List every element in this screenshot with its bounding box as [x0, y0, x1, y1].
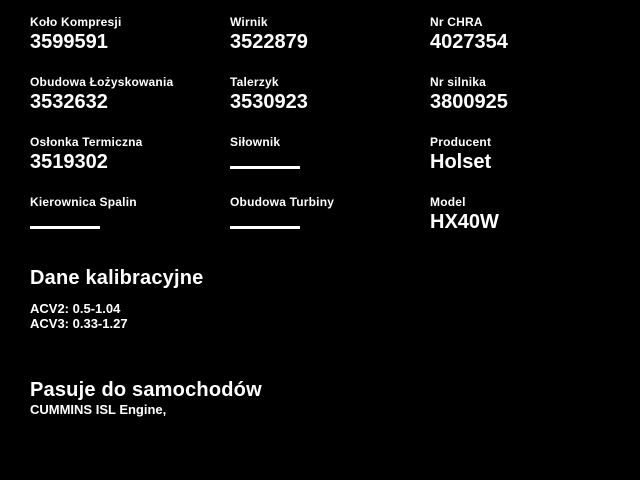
part-label: Model: [430, 195, 466, 209]
missing-value-dash: [30, 226, 100, 229]
part-cell: [230, 12, 430, 72]
part-cell: [30, 12, 230, 72]
part-label: Obudowa Turbiny: [230, 195, 335, 209]
missing-value-dash: [230, 226, 300, 229]
part-label: Kierownica Spalin: [30, 195, 137, 209]
compatibility-title: Pasuje do samochodów: [30, 379, 262, 401]
part-value: 3532632: [30, 91, 108, 113]
part-cell: [430, 72, 630, 132]
part-label: Producent: [430, 135, 492, 149]
missing-value-dash: [230, 166, 300, 169]
part-value: 4027354: [430, 31, 508, 53]
part-label: Osłonka Termiczna: [30, 135, 143, 149]
part-cell: [430, 192, 630, 252]
calibration-lines: [30, 301, 204, 331]
part-label: Wirnik: [230, 15, 268, 29]
part-label: Talerzyk: [230, 75, 279, 89]
part-cell: [230, 132, 430, 192]
part-label: Obudowa Łożyskowania: [30, 75, 174, 89]
compatibility-text: CUMMINS ISL Engine,: [30, 402, 167, 417]
part-value: 3800925: [430, 91, 508, 113]
parts-grid: [30, 12, 630, 252]
calibration-section: [30, 266, 204, 331]
part-cell: [430, 12, 630, 72]
part-value: 3530923: [230, 91, 308, 113]
part-value: HX40W: [430, 211, 499, 233]
part-value: 3522879: [230, 31, 308, 53]
part-label: Koło Kompresji: [30, 15, 122, 29]
calibration-line: ACV3: 0.33-1.27: [30, 316, 128, 331]
part-cell: [30, 192, 230, 252]
part-cell: [30, 132, 230, 192]
part-cell: [30, 72, 230, 132]
part-value: 3519302: [30, 151, 108, 173]
part-cell: [230, 192, 430, 252]
calibration-title: Dane kalibracyjne: [30, 267, 204, 289]
part-cell: [430, 132, 630, 192]
calibration-line: ACV2: 0.5-1.04: [30, 301, 121, 316]
part-cell: [230, 72, 430, 132]
part-label: Siłownik: [230, 135, 281, 149]
part-label: Nr silnika: [430, 75, 487, 89]
part-value: 3599591: [30, 31, 108, 53]
part-label: Nr CHRA: [430, 15, 483, 29]
compatibility-section: [30, 378, 262, 417]
part-value: Holset: [430, 151, 492, 173]
